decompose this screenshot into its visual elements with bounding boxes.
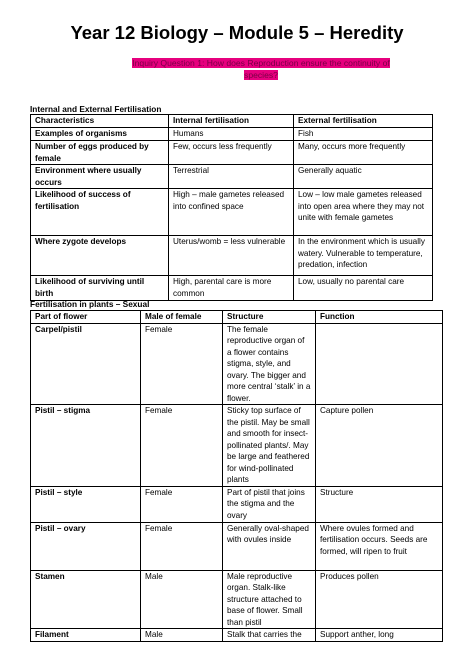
table-cell: Male xyxy=(141,629,223,642)
table-row xyxy=(31,570,443,629)
header-cell: External fertilisation xyxy=(294,115,433,128)
table-cell: Part of pistil that joins the stigma and the ovary xyxy=(223,486,316,522)
table-header-row xyxy=(31,115,433,128)
table-row xyxy=(31,629,443,642)
table-cell: The female reproductive organ of a flower contains stigma, style, and ovary. The bigger and more central ‘stalk’ in a flower. xyxy=(223,323,316,405)
table-cell: Stalk that carries the xyxy=(223,629,316,642)
plants-heading: Fertilisation in plants – Sexual xyxy=(30,299,150,309)
header-cell: Structure xyxy=(223,311,316,324)
table-cell: Number of eggs produced by female xyxy=(31,141,169,165)
table-cell: Where zygote develops xyxy=(31,236,169,276)
table-row xyxy=(31,236,433,276)
header-cell: Part of flower xyxy=(31,311,141,324)
fertilisation-table xyxy=(30,114,433,301)
table-cell: Uterus/womb = less vulnerable xyxy=(169,236,294,276)
header-cell: Characteristics xyxy=(31,115,169,128)
table-cell: Generally aquatic xyxy=(294,165,433,189)
table-row xyxy=(31,141,433,165)
table-cell: Produces pollen xyxy=(316,570,443,629)
fertilisation-heading: Internal and External Fertilisation xyxy=(30,104,162,114)
table-row xyxy=(31,486,443,522)
inquiry-question xyxy=(118,57,404,81)
table-cell: Terrestrial xyxy=(169,165,294,189)
table-cell: Generally oval-shaped with ovules inside xyxy=(223,522,316,570)
table-cell: In the environment which is usually watery. Vulnerable to temperature, predation, infection xyxy=(294,236,433,276)
table-cell: Pistil – ovary xyxy=(31,522,141,570)
table-cell: Few, occurs less frequently xyxy=(169,141,294,165)
table-cell: Likelihood of surviving until birth xyxy=(31,276,169,301)
table-cell: Female xyxy=(141,405,223,487)
table-cell: Environment where usually occurs xyxy=(31,165,169,189)
header-cell: Internal fertilisation xyxy=(169,115,294,128)
table-cell: Fish xyxy=(294,128,433,141)
table-cell: Capture pollen xyxy=(316,405,443,487)
table-cell: Low, usually no parental care xyxy=(294,276,433,301)
table-cell: Low – low male gametes released into open area where they may not unite with female gametes xyxy=(294,189,433,236)
table-cell: Pistil – stigma xyxy=(31,405,141,487)
table-cell: Stamen xyxy=(31,570,141,629)
table-cell: Female xyxy=(141,486,223,522)
table-row xyxy=(31,189,433,236)
table-cell: High, parental care is more common xyxy=(169,276,294,301)
table-cell xyxy=(316,323,443,405)
inquiry-question-text: Inquiry Question 1: How does Reproduction ensure the continuity of species? xyxy=(132,58,390,80)
table-row xyxy=(31,405,443,487)
table-cell: Support anther, long xyxy=(316,629,443,642)
table-cell: Sticky top surface of the pistil. May be small and smooth for insect-pollinated plants/. May be large and feathered for wind-pollinated plants xyxy=(223,405,316,487)
table-cell: Filament xyxy=(31,629,141,642)
header-cell: Male of female xyxy=(141,311,223,324)
table-cell: Female xyxy=(141,522,223,570)
table-cell: High – male gametes released into confined space xyxy=(169,189,294,236)
table-cell: Many, occurs more frequently xyxy=(294,141,433,165)
table-cell: Male xyxy=(141,570,223,629)
table-cell: Likelihood of success of fertilisation xyxy=(31,189,169,236)
header-cell: Function xyxy=(316,311,443,324)
table-header-row xyxy=(31,311,443,324)
table-cell: Female xyxy=(141,323,223,405)
table-row xyxy=(31,276,433,301)
table-row xyxy=(31,323,443,405)
table-cell: Carpel/pistil xyxy=(31,323,141,405)
table-row xyxy=(31,522,443,570)
table-cell: Examples of organisms xyxy=(31,128,169,141)
table-cell: Humans xyxy=(169,128,294,141)
table-cell: Structure xyxy=(316,486,443,522)
page-title: Year 12 Biology – Module 5 – Heredity xyxy=(70,22,404,43)
table-row xyxy=(31,165,433,189)
flower-parts-table xyxy=(30,310,443,642)
table-cell: Where ovules formed and fertilisation occurs. Seeds are formed, will ripen to fruit xyxy=(316,522,443,570)
table-cell: Male reproductive organ. Stalk-like structure attached to base of flower. Small than pistil xyxy=(223,570,316,629)
table-cell: Pistil – style xyxy=(31,486,141,522)
table-row xyxy=(31,128,433,141)
